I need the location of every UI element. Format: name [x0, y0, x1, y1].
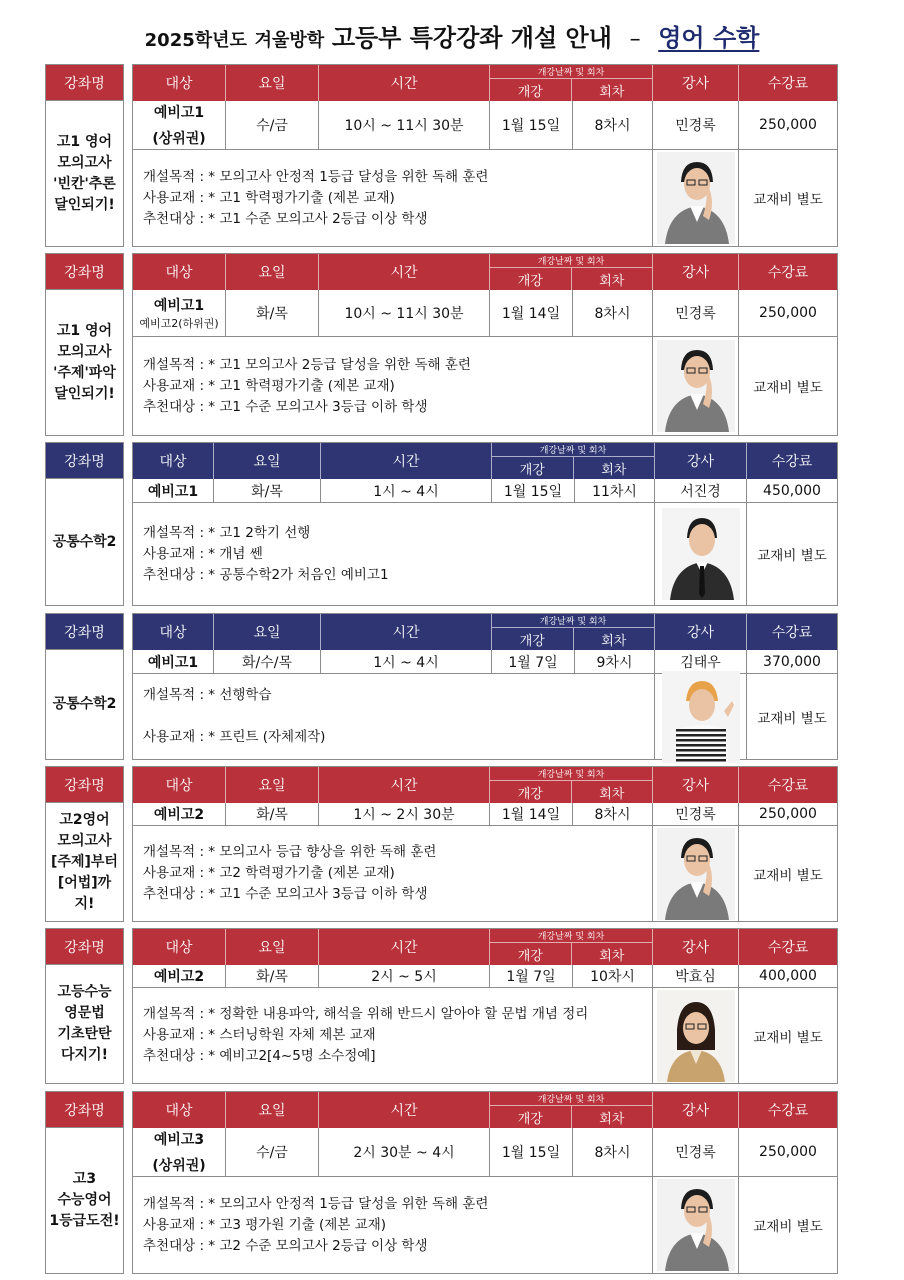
book-fee-note: 교재비 별도: [753, 1219, 823, 1235]
header-time: 시간: [321, 443, 492, 479]
course-time: 2시 ~ 5시: [319, 965, 490, 987]
header-fee: 수강료: [771, 454, 813, 470]
course-desc-line: 개설목적 : * 고1 2학기 선행: [143, 524, 311, 541]
course-side: [45, 64, 124, 247]
course-side: [45, 766, 124, 922]
course-table: [132, 442, 838, 606]
header-date-session-label: 개강날짜 및 회차: [490, 65, 652, 79]
course-name-line: '빈칸'추론: [53, 175, 116, 192]
course-sessions: 11차시: [575, 479, 655, 502]
course-name-line: 공통수학2: [52, 696, 117, 712]
course-desc-line: 사용교재 : * 고1 학력평가기출 (제본 교재): [143, 377, 395, 394]
course-detail-row: [133, 1177, 837, 1273]
header-date-session: [490, 767, 653, 803]
course-desc-line: 추천대상 : * 고2 수준 모의고사 2등급 이상 학생: [143, 1237, 428, 1254]
course-name-line: '주제'파악: [53, 364, 116, 381]
course-start: 1월 15일: [490, 101, 573, 149]
course-fee: 400,000: [759, 968, 817, 984]
course-teacher: 서진경: [655, 479, 747, 502]
book-fee-note: 교재비 별도: [753, 1029, 823, 1046]
course-fee: 250,000: [759, 806, 817, 822]
course-name-line: 고등수능: [57, 984, 112, 1000]
header-fee: 수강료: [767, 76, 809, 92]
course-table-header: [133, 65, 837, 101]
header-teacher: 강사: [653, 1092, 739, 1128]
course-name: [46, 1128, 123, 1273]
course-target: 예비고1: [147, 654, 199, 671]
course-table: [132, 928, 838, 1084]
header-date-session: [490, 254, 653, 290]
course-info-row: [133, 479, 837, 503]
course-description: [133, 150, 653, 246]
header-day: 요일: [214, 443, 321, 479]
title-season: 겨울방학: [254, 30, 325, 51]
book-fee-note: 교재비 별도: [753, 192, 823, 208]
header-teacher: 강사: [653, 65, 739, 101]
course-sessions: 8차시: [573, 101, 653, 149]
course-target: 예비고3: [153, 1132, 205, 1148]
course-block: [45, 613, 838, 760]
header-day: 요일: [226, 929, 319, 965]
course-name-line: 달인되기!: [54, 196, 115, 213]
header-date-session-label: 개강날짜 및 회차: [490, 1092, 652, 1106]
header-teacher: 강사: [655, 443, 747, 479]
header-sessions: 회차: [599, 1111, 625, 1127]
header-start: 개강: [490, 781, 572, 803]
course-desc-line: 사용교재 : * 프린트 (자체제작): [143, 729, 326, 745]
teacher-photo-woman: [657, 990, 735, 1082]
course-block: [45, 442, 838, 606]
teacher-photo-man-suit: [657, 340, 735, 432]
course-target-sub: 예비고2(하위권): [139, 317, 219, 330]
course-info-row: [133, 965, 837, 988]
course-teacher: 민경록: [653, 1128, 739, 1176]
course-name-line: 다지기!: [61, 1047, 108, 1063]
course-teacher: 민경록: [653, 803, 739, 825]
header-fee: 수강료: [767, 940, 809, 956]
course-info-row: [133, 290, 837, 337]
header-course: 강좌명: [46, 443, 123, 479]
header-fee: 수강료: [767, 1103, 809, 1119]
header-start: 개강: [492, 628, 574, 650]
course-name-line: 공통수학2: [52, 533, 117, 550]
course-start: 1월 15일: [492, 479, 575, 502]
header-start: 개강: [490, 79, 572, 101]
course-time: 10시 ~ 11시 30분: [319, 101, 490, 149]
course-desc-line: [143, 706, 654, 727]
course-table-header: [133, 929, 837, 965]
course-name: [46, 965, 123, 1083]
header-course: 강좌명: [46, 65, 123, 101]
header-start: 개강: [490, 943, 572, 965]
course-fee: 370,000: [763, 653, 821, 670]
course-detail-row: [133, 674, 837, 759]
course-side: [45, 253, 124, 436]
course-table: [132, 613, 838, 760]
course-name: [46, 101, 123, 246]
book-fee-note: 교재비 별도: [753, 380, 823, 396]
course-desc-line: 추천대상 : * 공통수학2가 처음인 예비고1: [143, 566, 389, 583]
course-detail-row: [133, 150, 837, 246]
course-target: 예비고1: [147, 483, 199, 500]
course-sessions: 8차시: [573, 1128, 653, 1176]
course-desc-line: 추천대상 : * 예비고2[4~5명 소수정예]: [143, 1048, 376, 1064]
course-name: [46, 650, 123, 759]
course-name-line: 모의고사: [57, 832, 112, 849]
course-fee: 250,000: [759, 117, 817, 133]
course-block: [45, 928, 838, 1084]
header-fee: 수강료: [771, 625, 813, 641]
course-table: [132, 253, 838, 436]
course-name-line: 1등급도전!: [49, 1213, 120, 1229]
course-desc-line: 사용교재 : * 스터닝학원 자체 제본 교재: [143, 1027, 376, 1043]
course-fee: 250,000: [759, 1144, 817, 1160]
course-sessions: 8차시: [573, 290, 653, 336]
course-detail-row: [133, 988, 837, 1083]
header-date-session-label: 개강날짜 및 회차: [490, 767, 652, 781]
course-table-header: [133, 767, 837, 803]
teacher-photo-cell: [653, 1177, 739, 1273]
course-teacher: 김태우: [655, 650, 747, 673]
header-start: 개강: [490, 1106, 572, 1128]
course-name-line: 고1 영어: [56, 322, 113, 339]
course-desc-line: 추천대상 : * 고1 수준 모의고사 3등급 이하 학생: [143, 398, 428, 415]
title-subjects: 영어 수학: [658, 24, 760, 52]
course-target-sub: (상위권): [152, 1158, 206, 1174]
course-table-header: [133, 443, 837, 479]
header-sessions: 회차: [601, 633, 627, 649]
teacher-photo-man-tie: [662, 508, 740, 600]
course-teacher: 박효심: [653, 965, 739, 987]
header-start: 개강: [490, 268, 572, 290]
course-desc-line: 개설목적 : * 모의고사 등급 향상을 위한 독해 훈련: [143, 844, 437, 860]
teacher-photo-man-stripes: [662, 671, 740, 763]
course-name-line: 영문법: [64, 1005, 105, 1021]
book-fee-note: 교재비 별도: [753, 867, 823, 884]
teacher-photo-cell: [653, 988, 739, 1083]
course-info-row: [133, 1128, 837, 1177]
course-desc-line: 사용교재 : * 고2 학력평가기출 (제본 교재): [143, 865, 395, 881]
course-fee: 450,000: [763, 482, 821, 499]
course-start: 1월 7일: [490, 965, 573, 987]
teacher-photo-cell: [653, 826, 739, 921]
header-time: 시간: [319, 65, 490, 101]
course-start: 1월 7일: [492, 650, 575, 673]
course-time: 10시 ~ 11시 30분: [319, 290, 490, 336]
course-table-header: [133, 254, 837, 290]
course-fee: 250,000: [759, 305, 817, 321]
course-name-line: 고3: [72, 1171, 97, 1187]
page-title: [0, 18, 904, 53]
course-side: [45, 928, 124, 1084]
teacher-photo-man-suit: [657, 1179, 735, 1271]
course-block: [45, 766, 838, 922]
header-time: 시간: [319, 767, 490, 803]
course-block: [45, 253, 838, 436]
course-table-header: [133, 614, 837, 650]
course-info-row: [133, 101, 837, 150]
header-course: 강좌명: [46, 614, 123, 650]
course-target: 예비고2: [153, 807, 205, 823]
course-desc-line: 사용교재 : * 개념 쎈: [143, 545, 263, 562]
course-desc-line: 개설목적 : * 선행학습: [143, 687, 272, 703]
header-date-session-label: 개강날짜 및 회차: [492, 614, 654, 628]
course-desc-line: 개설목적 : * 정확한 내용파악, 해석을 위해 반드시 알아야 할 문법 개념 정리: [143, 1006, 589, 1022]
course-name-line: 모의고사: [57, 343, 112, 360]
header-time: 시간: [319, 929, 490, 965]
header-teacher: 강사: [653, 254, 739, 290]
course-desc-line: 추천대상 : * 고1 수준 모의고사 2등급 이상 학생: [143, 210, 428, 227]
header-time: 시간: [321, 614, 492, 650]
header-time: 시간: [319, 254, 490, 290]
course-sessions: 9차시: [575, 650, 655, 673]
title-main: 고등부 특강강좌 개설 안내: [331, 24, 612, 52]
header-day: 요일: [226, 254, 319, 290]
course-detail-row: [133, 337, 837, 435]
course-desc-line: 추천대상 : * 고1 수준 모의고사 3등급 이하 학생: [143, 886, 428, 902]
course-desc-line: 개설목적 : * 모의고사 안정적 1등급 달성을 위한 독해 훈련: [143, 168, 489, 185]
header-target: 대상: [133, 614, 214, 650]
header-target: 대상: [133, 443, 214, 479]
course-name: [46, 479, 123, 605]
course-side: [45, 613, 124, 760]
course-name-line: [주제]부터: [51, 853, 118, 870]
course-name-line: 고1 영어: [56, 133, 113, 150]
course-sessions: 8차시: [573, 803, 653, 825]
header-sessions: 회차: [599, 84, 625, 100]
book-fee-note: 교재비 별도: [757, 548, 827, 564]
course-name-line: 고2영어: [59, 811, 110, 828]
teacher-photo-man-suit: [657, 152, 735, 244]
header-date-session-label: 개강날짜 및 회차: [490, 254, 652, 268]
header-target: 대상: [133, 929, 226, 965]
header-date-session: [492, 614, 655, 650]
course-day: 화/목: [214, 479, 321, 502]
course-name-line: 기초탄탄: [57, 1026, 112, 1042]
course-sessions: 10차시: [573, 965, 653, 987]
course-time: 1시 ~ 2시 30분: [319, 803, 490, 825]
course-name-line: 수능영어: [57, 1192, 112, 1208]
course-name-line: [어법]까지!: [57, 874, 112, 912]
header-date-session-label: 개강날짜 및 회차: [490, 929, 652, 943]
course-block: [45, 64, 838, 247]
header-fee: 수강료: [767, 778, 809, 794]
header-date-session: [490, 929, 653, 965]
header-day: 요일: [226, 1092, 319, 1128]
header-sessions: 회차: [599, 948, 625, 964]
header-teacher: 강사: [653, 767, 739, 803]
title-dash: –: [629, 27, 641, 52]
course-day: 화/목: [226, 803, 319, 825]
course-start: 1월 14일: [490, 803, 573, 825]
header-teacher: 강사: [655, 614, 747, 650]
teacher-photo-man-suit: [657, 828, 735, 920]
course-target-sub: (상위권): [152, 131, 206, 147]
header-course: 강좌명: [46, 767, 123, 803]
course-desc-line: 개설목적 : * 모의고사 안정적 1등급 달성을 위한 독해 훈련: [143, 1195, 489, 1212]
header-course: 강좌명: [46, 929, 123, 965]
course-day: 수/금: [226, 101, 319, 149]
course-side: [45, 1091, 124, 1274]
course-table: [132, 64, 838, 247]
course-desc-line: 사용교재 : * 고1 학력평가기출 (제본 교재): [143, 189, 395, 206]
course-description: [133, 826, 653, 921]
course-name: [46, 290, 123, 435]
teacher-photo-cell: [653, 150, 739, 246]
header-time: 시간: [319, 1092, 490, 1128]
course-detail-row: [133, 503, 837, 605]
header-date-session: [490, 65, 653, 101]
course-day: 화/수/목: [214, 650, 321, 673]
course-name-line: 달인되기!: [54, 385, 115, 402]
header-sessions: 회차: [601, 462, 627, 478]
course-day: 화/목: [226, 965, 319, 987]
course-description: [133, 674, 655, 759]
course-table-header: [133, 1092, 837, 1128]
course-desc-line: 개설목적 : * 고1 모의고사 2등급 달성을 위한 독해 훈련: [143, 356, 471, 373]
course-description: [133, 503, 655, 605]
course-day: 화/목: [226, 290, 319, 336]
header-date-session: [492, 443, 655, 479]
book-fee-note: 교재비 별도: [757, 710, 827, 727]
course-table: [132, 1091, 838, 1274]
header-date-session-label: 개강날짜 및 회차: [492, 443, 654, 457]
header-day: 요일: [226, 65, 319, 101]
course-target: 예비고2: [153, 969, 205, 985]
header-start: 개강: [492, 457, 574, 479]
teacher-photo-cell: [653, 337, 739, 435]
course-side: [45, 442, 124, 606]
course-day: 수/금: [226, 1128, 319, 1176]
course-detail-row: [133, 826, 837, 921]
header-fee: 수강료: [767, 265, 809, 281]
header-day: 요일: [214, 614, 321, 650]
course-time: 1시 ~ 4시: [321, 479, 492, 502]
course-teacher: 민경록: [653, 101, 739, 149]
header-course: 강좌명: [46, 254, 123, 290]
header-sessions: 회차: [599, 273, 625, 289]
course-table: [132, 766, 838, 922]
course-teacher: 민경록: [653, 290, 739, 336]
course-info-row: [133, 803, 837, 826]
teacher-photo-cell: [655, 503, 747, 605]
header-target: 대상: [133, 1092, 226, 1128]
course-description: [133, 988, 653, 1083]
teacher-photo-cell: [655, 674, 747, 759]
course-block: [45, 1091, 838, 1274]
course-start: 1월 15일: [490, 1128, 573, 1176]
course-name-line: 모의고사: [57, 154, 112, 171]
header-target: 대상: [133, 65, 226, 101]
course-desc-line: 사용교재 : * 고3 평가원 기출 (제본 교재): [143, 1216, 387, 1233]
course-name: [46, 803, 123, 921]
header-course: 강좌명: [46, 1092, 123, 1128]
header-target: 대상: [133, 767, 226, 803]
course-time: 1시 ~ 4시: [321, 650, 492, 673]
course-description: [133, 1177, 653, 1273]
course-time: 2시 30분 ~ 4시: [319, 1128, 490, 1176]
header-teacher: 강사: [653, 929, 739, 965]
course-description: [133, 337, 653, 435]
course-target: 예비고1: [153, 298, 205, 314]
header-date-session: [490, 1092, 653, 1128]
title-year: 2025학년도: [144, 30, 247, 51]
header-day: 요일: [226, 767, 319, 803]
course-start: 1월 14일: [490, 290, 573, 336]
course-target: 예비고1: [153, 105, 205, 121]
header-sessions: 회차: [599, 786, 625, 802]
header-target: 대상: [133, 254, 226, 290]
